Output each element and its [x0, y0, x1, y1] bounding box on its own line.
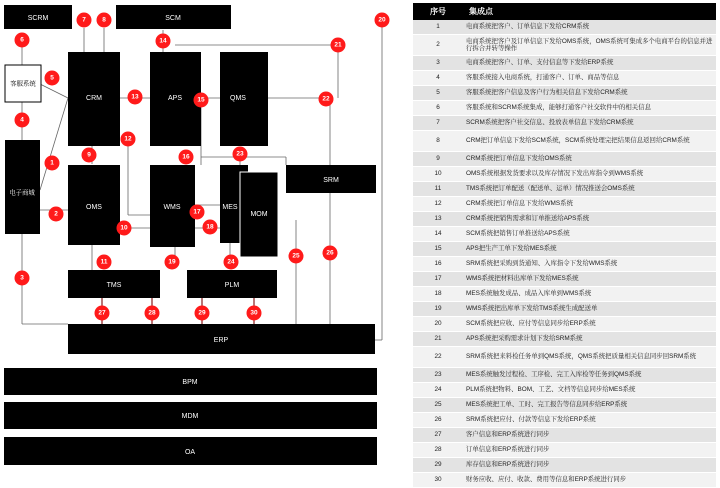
badge-3[interactable] [15, 271, 30, 286]
badge-8-number: 8 [102, 16, 106, 24]
table-row [413, 413, 716, 428]
badge-20-number: 20 [378, 16, 386, 24]
badge-18-number: 18 [206, 223, 214, 231]
row-integration-point: CRM把订单信息下发给SCM系统，SCM系统处理完把结果信息返回给CRM系统 [463, 131, 716, 152]
badge-2-number: 2 [54, 210, 58, 218]
badge-15-number: 15 [197, 96, 205, 104]
badge-28[interactable] [145, 306, 160, 321]
badge-22[interactable] [319, 92, 334, 107]
badge-14-number: 14 [159, 37, 167, 45]
row-number: 23 [413, 368, 463, 383]
table-row [413, 302, 716, 317]
system-customer-service[interactable] [5, 65, 41, 102]
table-row [413, 458, 716, 473]
row-number: 15 [413, 242, 463, 257]
row-number: 13 [413, 212, 463, 227]
system-scm-label: SCM [165, 14, 181, 22]
badge-24-number: 24 [227, 258, 235, 266]
badge-15[interactable] [194, 93, 209, 108]
badge-12-number: 12 [124, 135, 132, 143]
badge-17-number: 17 [193, 208, 201, 216]
row-integration-point: WMS系统把出库单下发给TMS系统生成配送单 [463, 302, 716, 317]
row-integration-point: CRM系统把订单信息下发给WMS系统 [463, 197, 716, 212]
system-ecommerce-label: 电子商城 [9, 189, 35, 197]
integration-point-table [413, 3, 716, 488]
system-oa[interactable] [4, 437, 377, 465]
system-crm[interactable] [68, 52, 120, 146]
row-integration-point: PLM系统把物料、BOM、工艺、文档等信息同步给MES系统 [463, 383, 716, 398]
row-number: 12 [413, 197, 463, 212]
table-row [413, 152, 716, 167]
row-number: 29 [413, 458, 463, 473]
table-row [413, 56, 716, 71]
badge-10[interactable] [117, 221, 132, 236]
system-mom-label: MOM [250, 210, 268, 218]
row-integration-point: 电商系统把客户、订单、支付信息等下发给ERP系统 [463, 56, 716, 71]
system-qms[interactable] [220, 52, 268, 146]
table-row [413, 443, 716, 458]
badge-25[interactable] [289, 249, 304, 264]
table-row [413, 101, 716, 116]
system-plm-label: PLM [224, 281, 240, 289]
table-row [413, 20, 716, 35]
badge-21-number: 21 [334, 41, 342, 49]
table-row [413, 398, 716, 413]
badge-8[interactable] [97, 13, 112, 28]
row-integration-point: MES系统触发成品、成品入库单到WMS系统 [463, 287, 716, 302]
badge-11[interactable] [97, 255, 112, 270]
badge-7[interactable] [77, 13, 92, 28]
row-number: 21 [413, 332, 463, 347]
table-row [413, 197, 716, 212]
system-oms[interactable] [68, 165, 120, 245]
row-number: 17 [413, 272, 463, 287]
badge-2[interactable] [49, 207, 64, 222]
badge-13-number: 13 [131, 93, 139, 101]
badge-26[interactable] [323, 246, 338, 261]
row-number: 5 [413, 86, 463, 101]
row-integration-point: MES系统触发过程检、工序检、完工入库检等任务到QMS系统 [463, 368, 716, 383]
system-wms[interactable] [150, 165, 195, 247]
badge-29[interactable] [195, 306, 210, 321]
badge-28-number: 28 [148, 309, 156, 317]
row-integration-point: SCRM系统把客户社交信息、投放表单信息下发给CRM系统 [463, 116, 716, 131]
row-number: 27 [413, 428, 463, 443]
table-row [413, 272, 716, 287]
badge-22-number: 22 [322, 95, 330, 103]
table-row [413, 212, 716, 227]
system-crm-label: CRM [86, 94, 102, 102]
row-number: 9 [413, 152, 463, 167]
badge-16-number: 16 [182, 153, 190, 161]
system-tms[interactable] [68, 270, 160, 298]
system-ecommerce[interactable] [5, 140, 40, 234]
table-row [413, 428, 716, 443]
system-bpm-label: BPM [182, 378, 198, 386]
badge-24[interactable] [224, 255, 239, 270]
badge-19[interactable] [165, 255, 180, 270]
column-header-no: 序号 [413, 3, 463, 20]
badge-14[interactable] [156, 34, 171, 49]
row-number: 18 [413, 287, 463, 302]
badge-9[interactable] [82, 148, 97, 163]
row-integration-point: OMS系统根据发货要求以及库存情况下发出库指令到WMS系统 [463, 167, 716, 182]
row-integration-point: 财务应收、应付、收款、费用等信息和ERP系统进行同步 [463, 473, 716, 488]
badge-5[interactable] [45, 71, 60, 86]
table-row [413, 383, 716, 398]
row-number: 11 [413, 182, 463, 197]
system-srm[interactable] [286, 165, 376, 193]
badge-4-number: 4 [20, 116, 24, 124]
row-integration-point: SRM系统把采购到货通知、入库指令下发给WMS系统 [463, 257, 716, 272]
row-integration-point: 订单信息和ERP系统进行同步 [463, 443, 716, 458]
badge-18[interactable] [203, 220, 218, 235]
table-row [413, 182, 716, 197]
column-header-point: 集成点 [463, 3, 716, 20]
row-number: 28 [413, 443, 463, 458]
badge-27-number: 27 [98, 309, 106, 317]
table-row [413, 227, 716, 242]
row-integration-point: 客服系统和SCRM系统集成，能够打通客户社交软件中的相关信息 [463, 101, 716, 116]
row-number: 24 [413, 383, 463, 398]
row-integration-point: 客服系统接入电商系统，打通客户、订单、商品等信息 [463, 71, 716, 86]
badge-5-number: 5 [50, 74, 54, 82]
row-number: 25 [413, 398, 463, 413]
row-number: 3 [413, 56, 463, 71]
badge-16[interactable] [179, 150, 194, 165]
table-row [413, 242, 716, 257]
badge-6-number: 6 [20, 36, 24, 44]
system-wms-label: WMS [163, 203, 181, 211]
row-integration-point: WMS系统把材料出库单下发给MES系统 [463, 272, 716, 287]
table-row [413, 71, 716, 86]
system-srm-label: SRM [323, 176, 339, 184]
badge-3-number: 3 [20, 274, 24, 282]
system-qms-label: QMS [230, 94, 246, 102]
badge-10-number: 10 [120, 224, 128, 232]
row-integration-point: 库存信息和ERP系统进行同步 [463, 458, 716, 473]
system-plm[interactable] [187, 270, 277, 298]
row-number: 14 [413, 227, 463, 242]
badge-12[interactable] [121, 132, 136, 147]
badge-30-number: 30 [250, 309, 258, 317]
row-integration-point: 电商系统把客户、订单信息下发给CRM系统 [463, 20, 716, 35]
table-body [413, 20, 716, 488]
system-scrm[interactable] [4, 5, 72, 29]
badge-23-number: 23 [236, 150, 244, 158]
row-number: 20 [413, 317, 463, 332]
row-number: 8 [413, 131, 463, 152]
row-integration-point: 电商系统把客户及订单信息下发给OMS系统，OMS系统可集成多个电商平台的信息并进行拆合并转等操作 [463, 35, 716, 56]
system-tms-label: TMS [106, 281, 122, 289]
badge-6[interactable] [15, 33, 30, 48]
row-integration-point: SRM系统把应付、付款等信息下发给ERP系统 [463, 413, 716, 428]
table-row [413, 86, 716, 101]
table-row [413, 257, 716, 272]
row-number: 26 [413, 413, 463, 428]
badge-21[interactable] [331, 38, 346, 53]
row-number: 22 [413, 347, 463, 368]
row-integration-point: SRM系统把来料检任务单到QMS系统，QMS系统把质量相关信息同步回SRM系统 [463, 347, 716, 368]
badge-1-number: 1 [50, 159, 54, 167]
row-integration-point: APS把生产工单下发给MES系统 [463, 242, 716, 257]
row-integration-point: CRM系统把订单信息下发给OMS系统 [463, 152, 716, 167]
row-integration-point: CRM系统把销售需求和订单推送给APS系统 [463, 212, 716, 227]
badge-1[interactable] [45, 156, 60, 171]
row-number: 19 [413, 302, 463, 317]
table-header-row [413, 3, 716, 20]
badge-11-number: 11 [100, 258, 108, 266]
badge-19-number: 19 [168, 258, 176, 266]
badge-9-number: 9 [87, 151, 91, 159]
row-integration-point: APS系统把采购需求计划下发给SRM系统 [463, 332, 716, 347]
badge-30[interactable] [247, 306, 262, 321]
system-aps-label: APS [167, 94, 183, 102]
system-mdm-label: MDM [181, 412, 199, 420]
row-integration-point: 客户信息和ERP系统进行同步 [463, 428, 716, 443]
row-number: 30 [413, 473, 463, 488]
row-number: 16 [413, 257, 463, 272]
badge-7-number: 7 [82, 16, 86, 24]
table-row [413, 368, 716, 383]
row-number: 7 [413, 116, 463, 131]
badge-17[interactable] [190, 205, 205, 220]
badge-27[interactable] [95, 306, 110, 321]
badge-25-number: 25 [292, 252, 300, 260]
row-integration-point: MES系统把工单、工时、完工报告等信息同步给ERP系统 [463, 398, 716, 413]
system-bpm[interactable] [4, 368, 377, 395]
badge-23[interactable] [233, 147, 248, 162]
system-mes-label: MES [222, 203, 238, 211]
erp-sync-ticks [102, 298, 254, 324]
system-erp[interactable] [68, 324, 375, 354]
system-mdm[interactable] [4, 402, 377, 429]
system-erp-label: ERP [213, 336, 229, 344]
table-row [413, 116, 716, 131]
system-scm[interactable] [116, 5, 231, 29]
system-aps[interactable] [150, 52, 201, 146]
row-number: 1 [413, 20, 463, 35]
system-oms-label: OMS [86, 203, 102, 211]
table-row [413, 131, 716, 152]
row-integration-point: SCM系统把销售订单推送给APS系统 [463, 227, 716, 242]
row-number: 2 [413, 35, 463, 56]
row-integration-point: TMS系统把订单配送（配送单、运单）情况推送会OMS系统 [463, 182, 716, 197]
table-row [413, 35, 716, 56]
row-integration-point: SCM系统把应收、应付等信息同步给ERP系统 [463, 317, 716, 332]
system-mom[interactable] [240, 172, 278, 257]
badge-29-number: 29 [198, 309, 206, 317]
table-row [413, 317, 716, 332]
row-number: 4 [413, 71, 463, 86]
system-customer-service-label: 客服系统 [10, 80, 36, 88]
table-row [413, 287, 716, 302]
badge-20[interactable] [375, 13, 390, 28]
system-scrm-label: SCRM [27, 14, 49, 22]
table-row [413, 332, 716, 347]
badge-26-number: 26 [326, 249, 334, 257]
badge-13[interactable] [128, 90, 143, 105]
row-integration-point: 客服系统把客户信息及客户行为相关信息下发给CRM系统 [463, 86, 716, 101]
table-row [413, 347, 716, 368]
row-number: 6 [413, 101, 463, 116]
row-number: 10 [413, 167, 463, 182]
table-row [413, 167, 716, 182]
badge-4[interactable] [15, 113, 30, 128]
system-oa-label: OA [184, 448, 196, 456]
